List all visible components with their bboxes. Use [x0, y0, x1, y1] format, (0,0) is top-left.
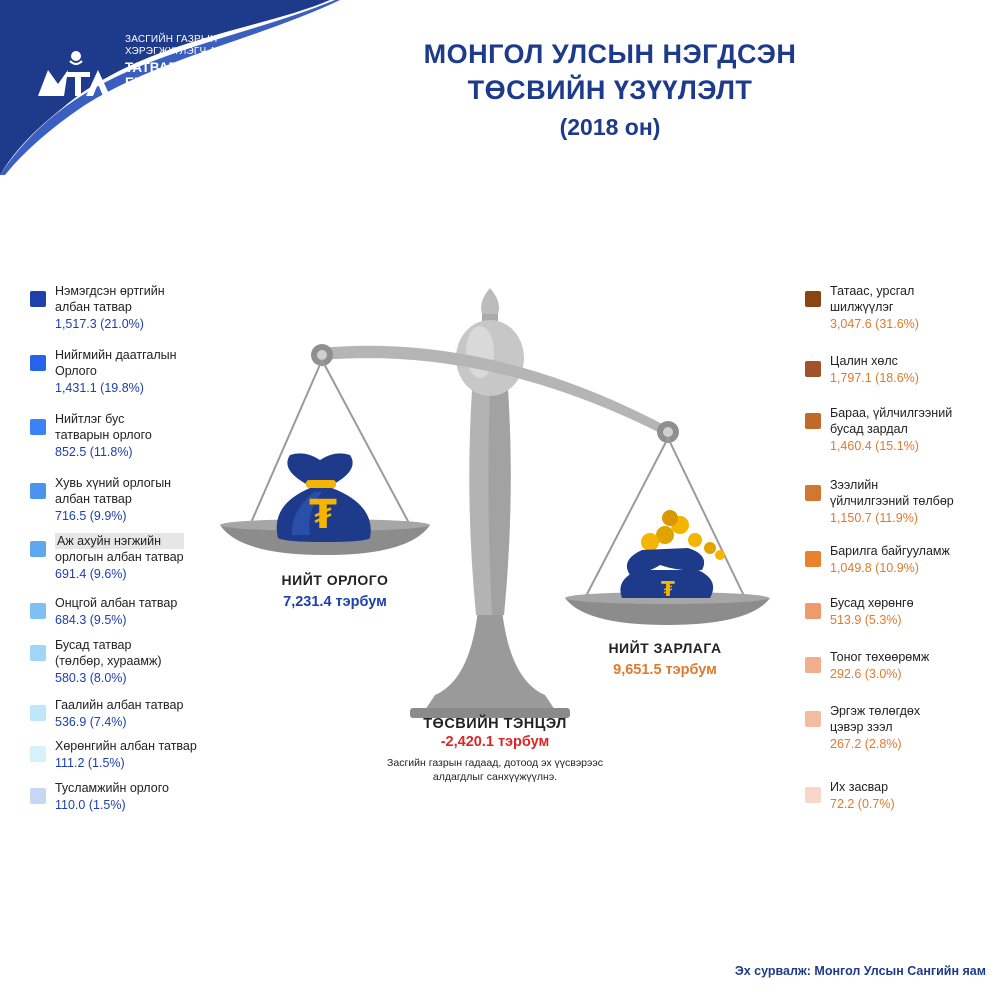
- org-name: [125, 60, 239, 90]
- expense-label-line: Татаас, урсгал: [830, 284, 915, 298]
- org-line-1: ЗАСГИЙН ГАЗРЫН: [125, 34, 218, 45]
- expense-label: [830, 405, 952, 437]
- income-label: [55, 780, 169, 796]
- source-note: Эх сурвалж: Монгол Улсын Сангийн яам: [734, 964, 986, 978]
- total-income: [255, 572, 415, 610]
- expense-value: 267.2 (2.8%): [830, 737, 902, 751]
- expense-swatch: [805, 291, 821, 307]
- balance-value: -2,420.1 тэрбум: [440, 734, 550, 750]
- income-value: 684.3 (9.5%): [55, 613, 127, 627]
- balance-note: [355, 756, 635, 784]
- income-label-line: Орлого: [55, 364, 97, 378]
- expense-value: 3,047.6 (31.6%): [830, 317, 919, 331]
- income-item: [30, 697, 230, 730]
- income-label-line: татварын орлого: [55, 428, 152, 442]
- income-label-line: Нийгмийн даатгалын: [55, 348, 177, 362]
- expense-swatch: [805, 787, 821, 803]
- income-item: [30, 533, 230, 582]
- expense-item: [805, 779, 995, 812]
- org-line-2: ХЭРЭГЖҮҮЛЭГЧ АГЕНТЛАГ: [125, 46, 262, 57]
- income-swatch: [30, 483, 46, 499]
- income-label-line: (төлбөр, хураамж): [55, 654, 162, 668]
- expense-item: [805, 405, 995, 454]
- income-label: [55, 697, 183, 713]
- income-item: [30, 475, 230, 524]
- expense-swatch: [805, 361, 821, 377]
- income-label: [55, 738, 197, 754]
- income-label: [55, 595, 177, 611]
- expense-label: [830, 283, 919, 315]
- balance-title: ТӨСВИЙН ТЭНЦЭЛ: [423, 716, 567, 732]
- total-expense: [585, 640, 745, 678]
- income-label-line: Нийтлэг бус: [55, 412, 125, 426]
- income-label-line: Тусламжийн орлого: [55, 781, 169, 795]
- expense-label-line: Барилга байгууламж: [830, 544, 950, 558]
- income-swatch: [30, 603, 46, 619]
- expense-label-line: бусад зардал: [830, 422, 908, 436]
- income-value: 536.9 (7.4%): [55, 715, 127, 729]
- expense-label-line: шилжүүлэг: [830, 300, 894, 314]
- income-label: [55, 347, 177, 379]
- income-swatch: [30, 705, 46, 721]
- expense-value: 1,797.1 (18.6%): [830, 371, 919, 385]
- income-value: 691.4 (9.6%): [55, 567, 127, 581]
- expense-item: [805, 283, 995, 332]
- income-label: [55, 637, 161, 669]
- expense-item: [805, 477, 995, 526]
- expense-label-line: Эргэж төлөгдөх: [830, 704, 921, 718]
- expense-label: [830, 703, 920, 735]
- expense-value: 72.2 (0.7%): [830, 797, 895, 811]
- income-item: [30, 283, 230, 332]
- income-item: [30, 637, 230, 686]
- expense-label-line: Бараа, үйлчилгээний: [830, 406, 953, 420]
- income-swatch: [30, 419, 46, 435]
- expense-item: [805, 649, 995, 682]
- total-income-value: 7,231.4 тэрбум: [283, 594, 387, 610]
- income-label-line: Нэмэгдсэн өртгийн: [55, 284, 165, 298]
- income-item: [30, 780, 230, 813]
- expense-label: [830, 649, 929, 665]
- title-year: (2018 он): [559, 114, 661, 140]
- expense-value: 1,150.7 (11.9%): [830, 511, 919, 525]
- expense-label-line: үйлчилгээний төлбөр: [830, 494, 954, 508]
- expense-swatch: [805, 551, 821, 567]
- tugrik-sign-icon: ₮: [309, 492, 337, 538]
- income-label-line: албан татвар: [55, 492, 132, 506]
- title-line-2: ТӨСВИЙН ҮЗҮҮЛЭЛТ: [467, 75, 753, 105]
- title-line-1: МОНГОЛ УЛСЫН НЭГДСЭН: [423, 39, 797, 69]
- expense-value: 1,049.8 (10.9%): [830, 561, 919, 575]
- expense-label: [830, 595, 914, 611]
- tugrik-sign-icon: ₮: [661, 577, 675, 601]
- expense-swatch: [805, 711, 821, 727]
- income-label: [55, 475, 171, 507]
- income-swatch: [30, 746, 46, 762]
- income-value: 111.2 (1.5%): [55, 756, 125, 770]
- income-value: 1,431.1 (19.8%): [55, 381, 144, 395]
- page-title: [360, 36, 860, 144]
- income-value: 852.5 (11.8%): [55, 445, 133, 459]
- income-swatch: [30, 355, 46, 371]
- expense-swatch: [805, 413, 821, 429]
- expense-item: [805, 595, 995, 628]
- expense-label-line: Зээлийн: [830, 478, 879, 492]
- budget-balance: [355, 716, 635, 784]
- income-item: [30, 411, 230, 460]
- expense-item: [805, 353, 995, 386]
- expense-label-line: Их засвар: [830, 780, 889, 794]
- income-swatch: [30, 788, 46, 804]
- income-value: 716.5 (9.9%): [55, 509, 127, 523]
- income-label: [55, 533, 184, 565]
- income-item: [30, 738, 230, 771]
- org-subtitle: [125, 34, 261, 58]
- expense-label: [830, 779, 895, 795]
- income-value: 110.0 (1.5%): [55, 798, 126, 812]
- income-label-line: орлогын албан татвар: [55, 550, 184, 564]
- income-label-line: Хувь хүний орлогын: [55, 476, 172, 490]
- income-label: [55, 283, 165, 315]
- expense-label-line: цэвэр зээл: [830, 720, 893, 734]
- income-label-line: албан татвар: [55, 300, 132, 314]
- expense-label-line: Бусад хөрөнгө: [830, 596, 914, 610]
- income-swatch: [30, 541, 46, 557]
- balance-note-line-1: Засгийн газрын гадаад, дотоод эх үүсвэрээс: [387, 757, 603, 769]
- income-item: [30, 347, 230, 396]
- expense-swatch: [805, 485, 821, 501]
- expense-value: 292.6 (3.0%): [830, 667, 902, 681]
- income-swatch: [30, 645, 46, 661]
- org-name-1: ТАТВАРЫН: [125, 60, 201, 75]
- income-label-line: Онцгой албан татвар: [55, 596, 178, 610]
- balance-note-line-2: алдагдлыг санхүүжүүлнэ.: [432, 771, 558, 783]
- expense-label-line: Цалин хөлс: [830, 354, 898, 368]
- income-swatch: [30, 291, 46, 307]
- expense-item: [805, 543, 995, 576]
- expense-item: [805, 703, 995, 752]
- total-expense-title: НИЙТ ЗАРЛАГА: [608, 640, 722, 656]
- income-value: 1,517.3 (21.0%): [55, 317, 144, 331]
- expense-label: [830, 353, 919, 369]
- expense-label: [830, 477, 954, 509]
- income-label-line: Гаалийн албан татвар: [55, 698, 184, 712]
- expense-value: 513.9 (5.3%): [830, 613, 902, 627]
- expense-label: [830, 543, 950, 559]
- logo-icon: [36, 50, 116, 100]
- income-item: [30, 595, 230, 628]
- total-expense-value: 9,651.5 тэрбум: [613, 662, 717, 678]
- income-label-line: Аж ахуйн нэгжийн: [55, 533, 184, 549]
- income-label-line: Хөрөнгийн албан татвар: [55, 739, 197, 753]
- income-value: 580.3 (8.0%): [55, 671, 127, 685]
- expense-swatch: [805, 603, 821, 619]
- total-income-title: НИЙТ ОРЛОГО: [281, 572, 389, 588]
- org-name-2: ЕРӨНХИЙ ГАЗАР: [125, 75, 240, 90]
- income-label-line: Бусад татвар: [55, 638, 132, 652]
- expense-label-line: Тоног төхөөрөмж: [830, 650, 930, 664]
- expense-value: 1,460.4 (15.1%): [830, 439, 919, 453]
- expense-swatch: [805, 657, 821, 673]
- income-label: [55, 411, 152, 443]
